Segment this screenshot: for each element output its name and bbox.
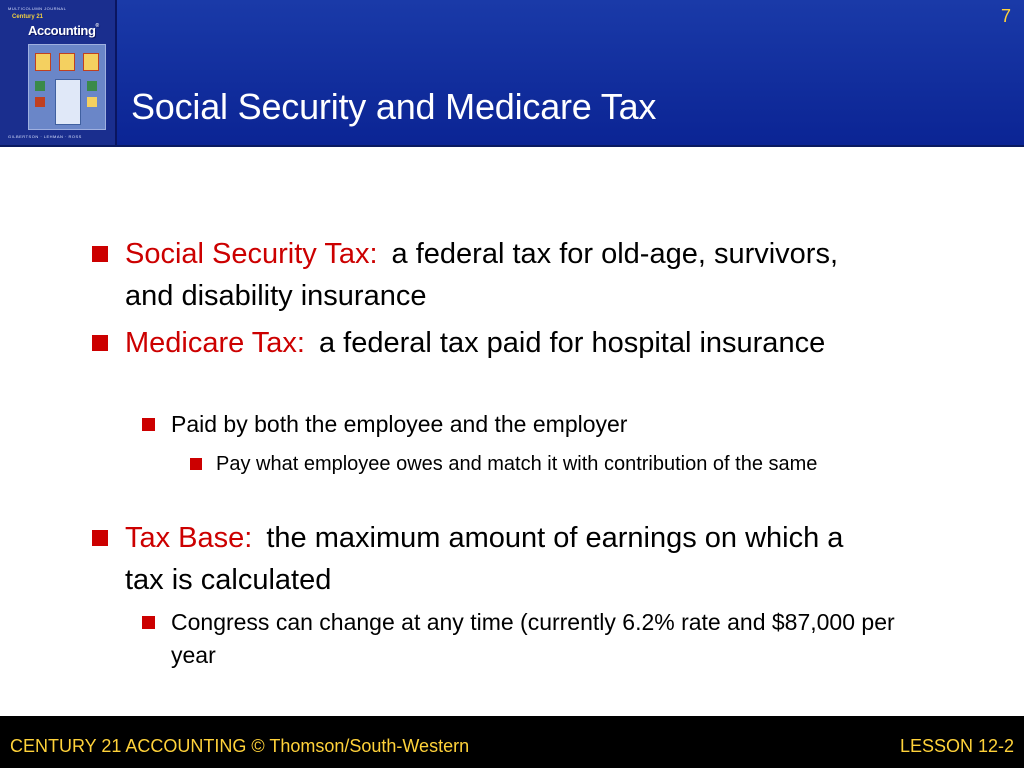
sub-bullet-congress-can-change <box>171 606 941 672</box>
page-number: 7 <box>1000 6 1011 26</box>
bullet-medicare-tax <box>125 322 885 364</box>
cover-brand <box>28 23 99 38</box>
cover-cell-icon <box>87 81 97 91</box>
footer-course-credit: CENTURY 21 ACCOUNTING © Thomson/South-Western <box>10 736 470 756</box>
footer-band <box>0 716 1024 768</box>
square-bullet-icon <box>92 335 108 351</box>
bullet-text: the maximum amount of earnings on which a tax is calculated <box>125 522 844 596</box>
cover-window-icon <box>59 53 75 71</box>
square-bullet-icon <box>142 418 155 431</box>
cover-window-icon <box>83 53 99 71</box>
cover-door-icon <box>55 79 81 125</box>
footer-lesson-number: LESSON 12-2 <box>899 736 1014 756</box>
cover-window-icon <box>35 53 51 71</box>
sub-sub-bullet-text: Pay what employee owes and match it with contribution of the same <box>216 453 818 475</box>
bullet-term: Social Security Tax: <box>125 238 378 270</box>
bullet-text: a federal tax for old-age, survivors, and disability insurance <box>125 238 839 312</box>
bullet-tax-base <box>125 517 885 601</box>
sub-bullet-paid-by-both <box>171 408 941 441</box>
square-bullet-icon <box>92 530 108 546</box>
slide-title: Social Security and Medicare Tax <box>131 86 657 127</box>
square-bullet-icon <box>190 458 202 470</box>
square-bullet-icon <box>142 616 155 629</box>
cover-authors: GILBERTSON · LEHMAN · ROSS <box>8 134 82 139</box>
cover-topline: MULTICOLUMN JOURNAL <box>8 6 67 11</box>
cover-cell-icon <box>35 81 45 91</box>
cover-cell-icon <box>35 97 45 107</box>
slide-content <box>0 145 1024 715</box>
bullet-term: Medicare Tax: <box>125 327 305 359</box>
cover-cell-icon <box>87 97 97 107</box>
square-bullet-icon <box>92 246 108 262</box>
cover-trademark: ® <box>95 23 99 29</box>
sub-bullet-text: Paid by both the employee and the employer <box>171 411 628 437</box>
bullet-text: a federal tax paid for hospital insurance <box>319 327 826 359</box>
header-band <box>0 0 1024 147</box>
bullet-term: Tax Base: <box>125 522 253 554</box>
book-cover-image <box>0 0 117 145</box>
cover-brand-text: Accounting <box>28 23 96 38</box>
bullet-social-security-tax <box>125 233 885 317</box>
sub-sub-bullet-pay-what-employee-owes <box>216 449 956 479</box>
cover-century: Century 21 <box>12 14 44 20</box>
sub-bullet-text: Congress can change at any time (currently 6.2% rate and $87,000 per year <box>171 609 895 668</box>
cover-art <box>28 44 106 130</box>
